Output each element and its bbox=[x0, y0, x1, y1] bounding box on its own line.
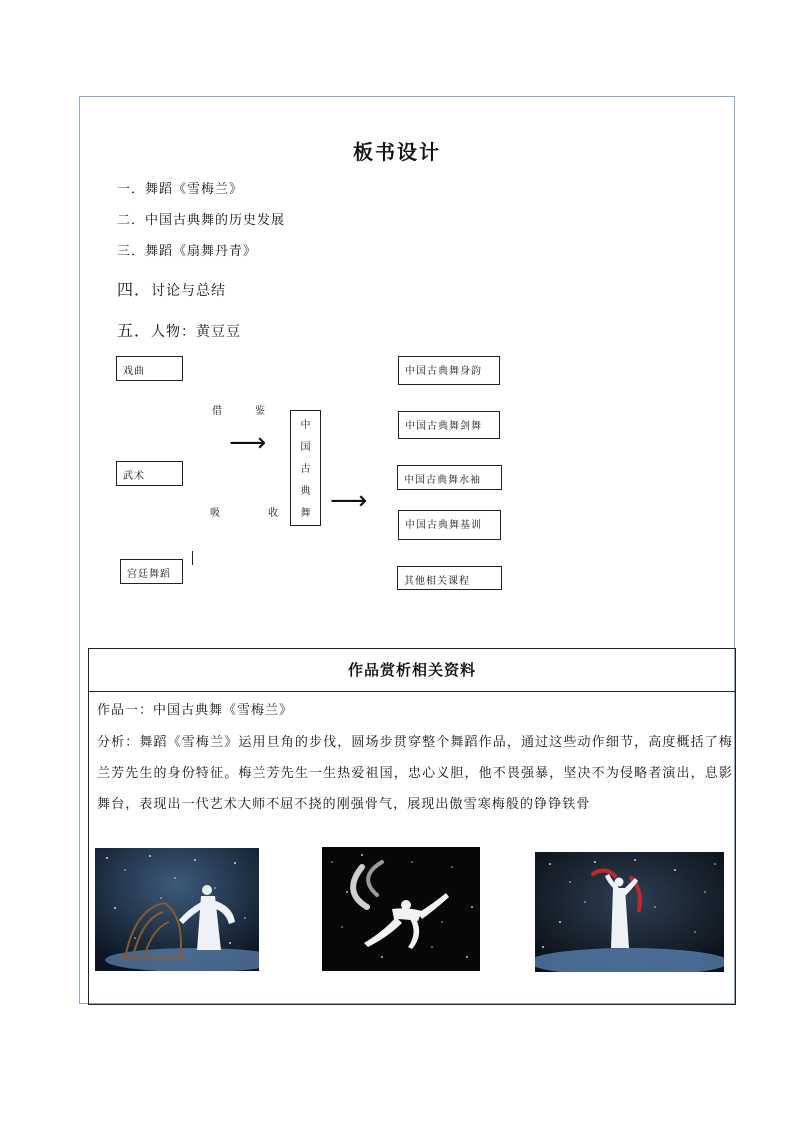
label-shou: 收 bbox=[268, 508, 278, 519]
label-jian: 鉴 bbox=[255, 406, 265, 417]
target-box-sleeve: 中国古典舞水袖 bbox=[397, 465, 502, 490]
outline-item-4: 四．讨论与总结 bbox=[117, 280, 227, 299]
outline-item-1: 一．舞蹈《雪梅兰》 bbox=[117, 182, 244, 197]
target-box-shenyun: 中国古典舞身韵 bbox=[398, 356, 500, 385]
target-box-basic-training: 中国古典舞基训 bbox=[398, 510, 501, 540]
arrow-right-icon: ⟶ bbox=[229, 428, 267, 458]
dance-photo-1 bbox=[95, 848, 259, 971]
outline-item-3: 三．舞蹈《扇舞丹青》 bbox=[117, 244, 258, 259]
center-box-chinese-classical-dance: 中 国 古 典 舞 bbox=[290, 410, 321, 526]
target-box-other-courses: 其他相关课程 bbox=[397, 566, 502, 590]
page-title: 板书设计 bbox=[353, 140, 441, 164]
label-jie: 借 bbox=[212, 406, 222, 417]
dance-photo-3 bbox=[535, 852, 724, 972]
label-xi: 吸 bbox=[210, 508, 220, 519]
source-box-martial-arts: 武术 bbox=[116, 461, 183, 486]
divider-tick bbox=[192, 551, 193, 565]
work-title: 作品一：中国古典舞《雪梅兰》 bbox=[97, 703, 294, 718]
source-box-court-dance: 宫廷舞蹈 bbox=[120, 559, 183, 584]
source-box-opera: 戏曲 bbox=[116, 356, 183, 381]
arrow-right-icon-2: ⟶ bbox=[330, 486, 368, 516]
dance-photo-2 bbox=[322, 847, 480, 971]
section-header: 作品赏析相关资料 bbox=[89, 649, 735, 692]
outline-item-5: 五．人物：黄豆豆 bbox=[117, 321, 242, 340]
outline-item-2: 二．中国古典舞的历史发展 bbox=[117, 213, 286, 228]
target-box-sword: 中国古典舞剑舞 bbox=[398, 411, 500, 439]
analysis-text: 分析：舞蹈《雪梅兰》运用旦角的步伐，圆场步贯穿整个舞蹈作品，通过这些动作细节，高度概括了梅兰芳先生的身份特征。梅兰芳先生一生热爱祖国，忠心义胆，他不畏强暴，坚决不为侵略者演出，息影舞台，表现出一代艺术大师不屈不挠的刚强骨气，展现出傲雪寒梅般的铮铮铁骨 bbox=[97, 735, 733, 812]
